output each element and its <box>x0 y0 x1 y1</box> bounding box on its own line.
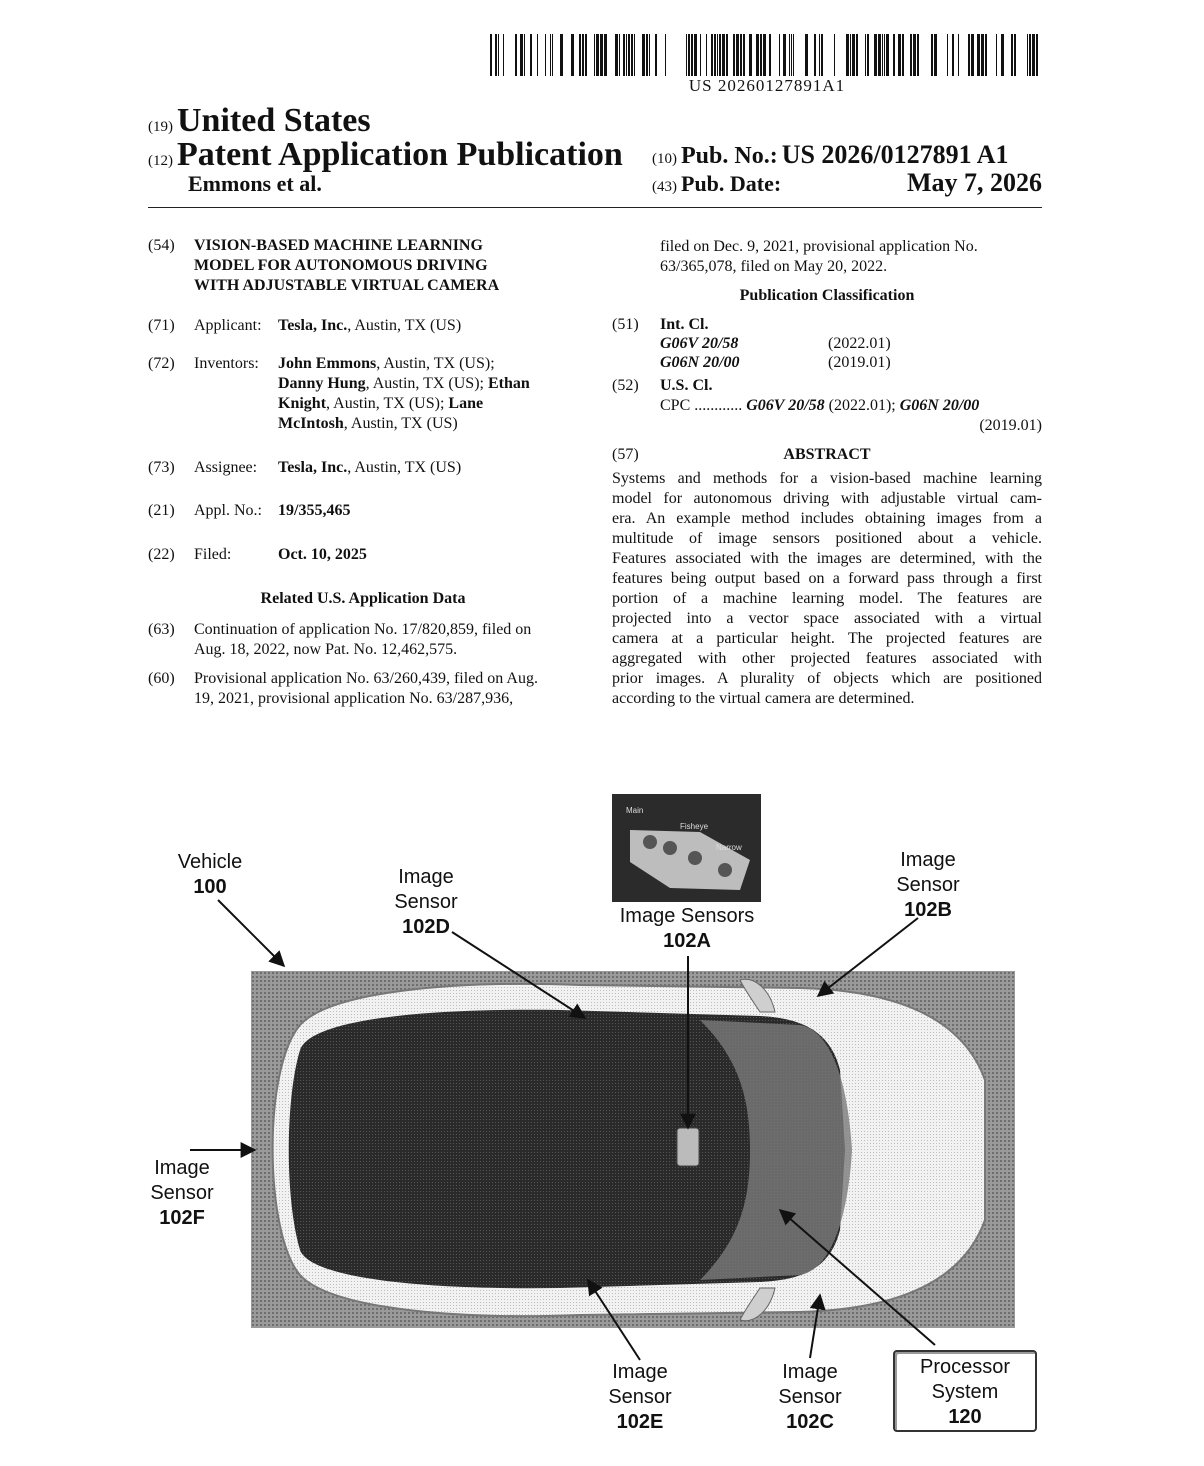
barcode-bar <box>686 34 687 76</box>
barcode-bar <box>736 34 739 76</box>
text-line: Provisional application No. 63/260,439, filed on Aug. <box>194 670 538 687</box>
barcode-bar <box>834 34 835 76</box>
barcode-bar <box>552 34 553 76</box>
text-line: 19, 2021, provisional application No. 63/287,936, <box>194 690 514 707</box>
label-sensor-102b <box>878 848 978 923</box>
barcode-bar <box>545 34 546 76</box>
barcode-bar <box>968 34 970 76</box>
label-text: Image Sensors <box>619 905 755 927</box>
inset-label-narrow: Narrow <box>716 843 742 852</box>
continuation-code: (63) <box>148 621 175 638</box>
barcode-bar <box>530 34 532 76</box>
leader-vehicle-100 <box>218 900 284 966</box>
barcode-bar <box>882 34 883 76</box>
label-text: Sensor <box>778 1386 842 1408</box>
inset-label-main: Main <box>626 806 644 815</box>
inventors-code: (72) <box>148 355 175 372</box>
filed-value: Oct. 10, 2025 <box>278 546 367 563</box>
barcode-bar <box>910 34 912 76</box>
pub-number-code: (10) <box>652 151 677 167</box>
abstract-line: Systems and methods for a vision-based machine learning <box>612 470 1042 487</box>
text-line: filed on Dec. 9, 2021, provisional application No. <box>660 238 978 255</box>
barcode-bar <box>985 34 987 76</box>
label-text: Sensor <box>896 874 960 896</box>
pub-date-code: (43) <box>652 179 677 195</box>
barcode-bar <box>971 34 974 76</box>
barcode-bar <box>582 34 584 76</box>
inventors-label: Inventors: <box>194 355 259 372</box>
continuation-text <box>194 620 578 660</box>
barcode-bar <box>604 34 607 76</box>
applicant-code: (71) <box>148 317 175 334</box>
label-sensor-102d <box>376 865 476 940</box>
barcode-bar <box>856 34 858 76</box>
text-line: 63/365,078, filed on May 20, 2022. <box>660 258 888 275</box>
barcode-bar <box>931 34 933 76</box>
barcode-bar <box>947 34 948 76</box>
barcode-bar <box>600 34 603 76</box>
title-line: WITH ADJUSTABLE VIRTUAL CAMERA <box>194 277 500 294</box>
publication-type: Patent Application Publication <box>177 136 623 173</box>
inventor-name: Ethan <box>487 375 530 392</box>
label-text: Vehicle <box>177 851 243 873</box>
label-number: 102F <box>159 1207 205 1229</box>
abstract-line: aggregated with other projected features associated with <box>612 650 1042 667</box>
barcode-bar <box>626 34 627 76</box>
label-number: 120 <box>948 1406 982 1428</box>
pub-date-line <box>652 168 1042 197</box>
barcode-bar <box>893 34 895 76</box>
cpc-dots: ............ <box>694 397 743 414</box>
cpc-date-2: (2019.01) <box>979 417 1042 434</box>
label-sensor-102e <box>590 1360 690 1435</box>
title-line: MODEL FOR AUTONOMOUS DRIVING <box>194 257 488 274</box>
filed-code: (22) <box>148 546 175 563</box>
barcode-bar <box>1011 34 1013 76</box>
barcode-bar <box>717 34 718 76</box>
abstract-line: era. An example method includes obtaining images from a <box>612 510 1042 527</box>
invention-title <box>194 236 499 296</box>
pub-number-label: Pub. No.: <box>681 143 778 169</box>
inset-label-fisheye: Fisheye <box>680 822 709 831</box>
pub-number-value: US 2026/0127891 A1 <box>781 140 1009 169</box>
abstract-line: Features associated with the images are determined, with the <box>612 550 1042 567</box>
cpc-line <box>660 396 1042 416</box>
barcode-bar <box>719 34 721 76</box>
publication-type-line <box>148 136 623 174</box>
label-text: Image <box>612 1361 668 1383</box>
appl-no-value: 19/355,465 <box>278 502 351 519</box>
label-number: 102C <box>786 1411 834 1433</box>
appl-no-code: (21) <box>148 502 175 519</box>
abstract-line: prior images. A plurality of objects which are positioned <box>612 670 1042 687</box>
barcode-bar <box>665 34 666 76</box>
abstract-heading: ABSTRACT <box>783 446 871 463</box>
barcode-bar <box>503 34 504 76</box>
int-cl-label: Int. Cl. <box>660 316 709 333</box>
title-line: VISION-BASED MACHINE LEARNING <box>194 237 483 254</box>
label-text: Sensor <box>608 1386 672 1408</box>
applicant <box>278 316 461 336</box>
barcode-bar <box>495 34 497 76</box>
barcode-bar <box>769 34 771 76</box>
us-cl-code: (52) <box>612 377 639 394</box>
label-number: 102E <box>616 1411 664 1433</box>
barcode-bar <box>886 34 889 76</box>
barcode-bar <box>688 34 690 76</box>
country-code: (19) <box>148 119 173 135</box>
pub-date-label: Pub. Date: <box>681 171 782 196</box>
barcode-bar <box>793 34 794 76</box>
inventor-name: Lane <box>448 395 484 412</box>
assignee-name: Tesla, Inc. <box>278 459 348 476</box>
barcode-bar <box>722 34 725 76</box>
barcode-number: US 20260127891A1 <box>688 76 846 95</box>
label-text: Image <box>782 1361 838 1383</box>
barcode-bar <box>560 34 563 76</box>
barcode-bar <box>646 34 648 76</box>
barcode-bar <box>700 34 701 76</box>
applicant-name: Tesla, Inc. <box>278 317 348 334</box>
barcode-bar <box>631 34 633 76</box>
label-number: 100 <box>193 876 227 898</box>
barcode-bar <box>733 34 735 76</box>
int-cl-code-2: G06N 20/00 <box>660 354 740 371</box>
us-cl-label: U.S. Cl. <box>660 377 713 394</box>
barcode-bar <box>1029 34 1031 76</box>
abstract-line: portion of a machine learning model. The features are <box>612 590 1042 607</box>
cpc-code-1: G06V 20/58 <box>746 397 825 414</box>
barcode-bar <box>1027 34 1028 76</box>
provisional-code: (60) <box>148 670 175 687</box>
related-heading: Related U.S. Application Data <box>260 590 466 607</box>
inventor-name: Knight <box>278 395 327 412</box>
assignee <box>278 458 461 478</box>
abstract-text <box>612 469 1042 709</box>
camera-102a <box>677 1128 699 1166</box>
barcode-bar <box>981 34 984 76</box>
int-cl-code-1: G06V 20/58 <box>660 335 739 352</box>
abstract-line: features being output based on a forward pass through a first <box>612 570 1042 587</box>
barcode-bar <box>711 34 713 76</box>
assignee-label: Assignee: <box>194 459 258 476</box>
assignee-location: , Austin, TX (US) <box>347 459 462 476</box>
inventor-name: Danny Hung <box>278 375 366 392</box>
label-text: Processor <box>919 1356 1011 1378</box>
barcode-bar <box>1036 34 1038 76</box>
barcode-bar <box>649 34 650 76</box>
label-text: Image <box>398 866 454 888</box>
cpc-label: CPC <box>660 397 691 414</box>
barcode-bar <box>1014 34 1016 76</box>
label-number: 102A <box>663 930 711 952</box>
barcode-bar <box>524 34 525 76</box>
inventor-location: , Austin, TX (US); <box>365 375 484 392</box>
barcode-bar <box>977 34 980 76</box>
label-processor-120 <box>893 1350 1037 1432</box>
inventor-location: , Austin, TX (US); <box>376 355 495 372</box>
title-code: (54) <box>148 237 175 254</box>
label-number: 102B <box>904 899 952 921</box>
int-cl-date-2: (2019.01) <box>828 354 891 371</box>
barcode-bar <box>814 34 816 76</box>
barcode-bar <box>779 34 780 76</box>
label-text: Sensor <box>394 891 458 913</box>
abstract-line: according to the virtual camera are determined. <box>612 690 915 707</box>
inventor-location: , Austin, TX (US); <box>326 395 445 412</box>
assignee-code: (73) <box>148 459 175 476</box>
barcode-bar <box>550 34 551 76</box>
barcode-bar <box>884 34 885 76</box>
barcode-bar <box>958 34 959 76</box>
label-sensor-102a <box>606 904 768 954</box>
barcode-bar <box>874 34 877 76</box>
authors: Emmons et al. <box>188 171 322 196</box>
publication-type-code: (12) <box>148 153 173 169</box>
barcode-bar <box>805 34 808 76</box>
barcode-bar <box>819 34 820 76</box>
cpc-date-1: (2022.01); <box>828 397 896 414</box>
barcode-bar <box>537 34 538 76</box>
inventors-list <box>278 354 578 434</box>
barcode-bar <box>726 34 728 76</box>
abstract-code: (57) <box>612 446 639 463</box>
label-sensor-102c <box>760 1360 860 1435</box>
barcode-bar <box>913 34 916 76</box>
label-number: 102D <box>402 916 450 938</box>
barcode-bar <box>791 34 792 76</box>
barcode-bar <box>615 34 618 76</box>
barcode-bar <box>585 34 587 76</box>
header-divider <box>148 207 1042 208</box>
barcode-bar <box>619 34 620 76</box>
barcode-bar <box>867 34 869 76</box>
barcode-bar <box>756 34 759 76</box>
inventor-name: John Emmons <box>278 355 377 372</box>
label-vehicle-100 <box>160 850 260 900</box>
label-sensor-102f <box>140 1156 224 1231</box>
barcode-bar <box>763 34 766 76</box>
filed-label: Filed: <box>194 546 232 563</box>
barcode-bar <box>642 34 645 76</box>
text-line: Continuation of application No. 17/820,859, filed on <box>194 621 532 638</box>
abstract-line: model for autonomous driving with adjustable virtual cam- <box>612 490 1042 507</box>
barcode-bar <box>878 34 881 76</box>
appl-no-label: Appl. No.: <box>194 502 262 519</box>
abstract-line: camera at a particular height. The projected features are <box>612 630 1042 647</box>
barcode-bar <box>515 34 517 76</box>
provisional-text <box>194 669 578 709</box>
barcode-bar <box>789 34 790 76</box>
barcode-bar <box>655 34 657 76</box>
barcode-bar <box>846 34 849 76</box>
barcode-bar <box>852 34 855 76</box>
barcode-bar <box>902 34 904 76</box>
classification-heading: Publication Classification <box>739 287 915 304</box>
barcode-bar <box>623 34 625 76</box>
barcode-bar <box>579 34 581 76</box>
int-cl-date-1: (2022.01) <box>828 335 891 352</box>
int-cl-code: (51) <box>612 316 639 333</box>
barcode-bar <box>934 34 937 76</box>
barcode-bar <box>898 34 901 76</box>
barcode-bar <box>952 34 954 76</box>
barcode-bar <box>740 34 742 76</box>
barcode-bar <box>749 34 752 76</box>
abstract-line: multitude of image sensors positioned about a vehicle. <box>612 530 1042 547</box>
barcode-bar <box>850 34 851 76</box>
barcode-bar <box>760 34 762 76</box>
cpc-code-2: G06N 20/00 <box>899 397 980 414</box>
barcode-bar <box>594 34 595 76</box>
barcode-bar <box>490 34 492 76</box>
barcode-bar <box>996 34 997 76</box>
pub-number-line <box>652 140 1009 170</box>
country-name: United States <box>177 102 371 139</box>
barcode-bar <box>498 34 499 76</box>
barcode-bar <box>706 34 707 76</box>
barcode-bar <box>743 34 745 76</box>
abstract-line: projected into a vector space associated with a virtual <box>612 610 1042 627</box>
label-text: Sensor <box>150 1182 214 1204</box>
barcode-bar <box>691 34 693 76</box>
applicant-label: Applicant: <box>194 317 262 334</box>
barcode-bar <box>596 34 599 76</box>
inventor-name: McIntosh <box>278 415 344 432</box>
barcode-bar <box>1032 34 1035 76</box>
barcode-bar <box>694 34 697 76</box>
applicant-location: , Austin, TX (US) <box>347 317 462 334</box>
barcode-bar <box>865 34 866 76</box>
barcode <box>490 34 1042 76</box>
country-line <box>148 102 371 140</box>
barcode-bar <box>634 34 635 76</box>
barcode-bar <box>783 34 786 76</box>
barcode-bar <box>1001 34 1004 76</box>
barcode-bar <box>628 34 630 76</box>
label-text: System <box>931 1381 999 1403</box>
barcode-bar <box>571 34 574 76</box>
pub-date-value: May 7, 2026 <box>906 168 1042 197</box>
related-continued <box>660 237 1042 277</box>
inventor-location: , Austin, TX (US) <box>343 415 458 432</box>
barcode-bar <box>821 34 823 76</box>
barcode-bar <box>714 34 716 76</box>
text-line: Aug. 18, 2022, now Pat. No. 12,462,575. <box>194 641 458 658</box>
barcode-bar <box>520 34 523 76</box>
label-text: Image <box>900 849 956 871</box>
barcode-bar <box>917 34 919 76</box>
label-text: Image <box>154 1157 210 1179</box>
